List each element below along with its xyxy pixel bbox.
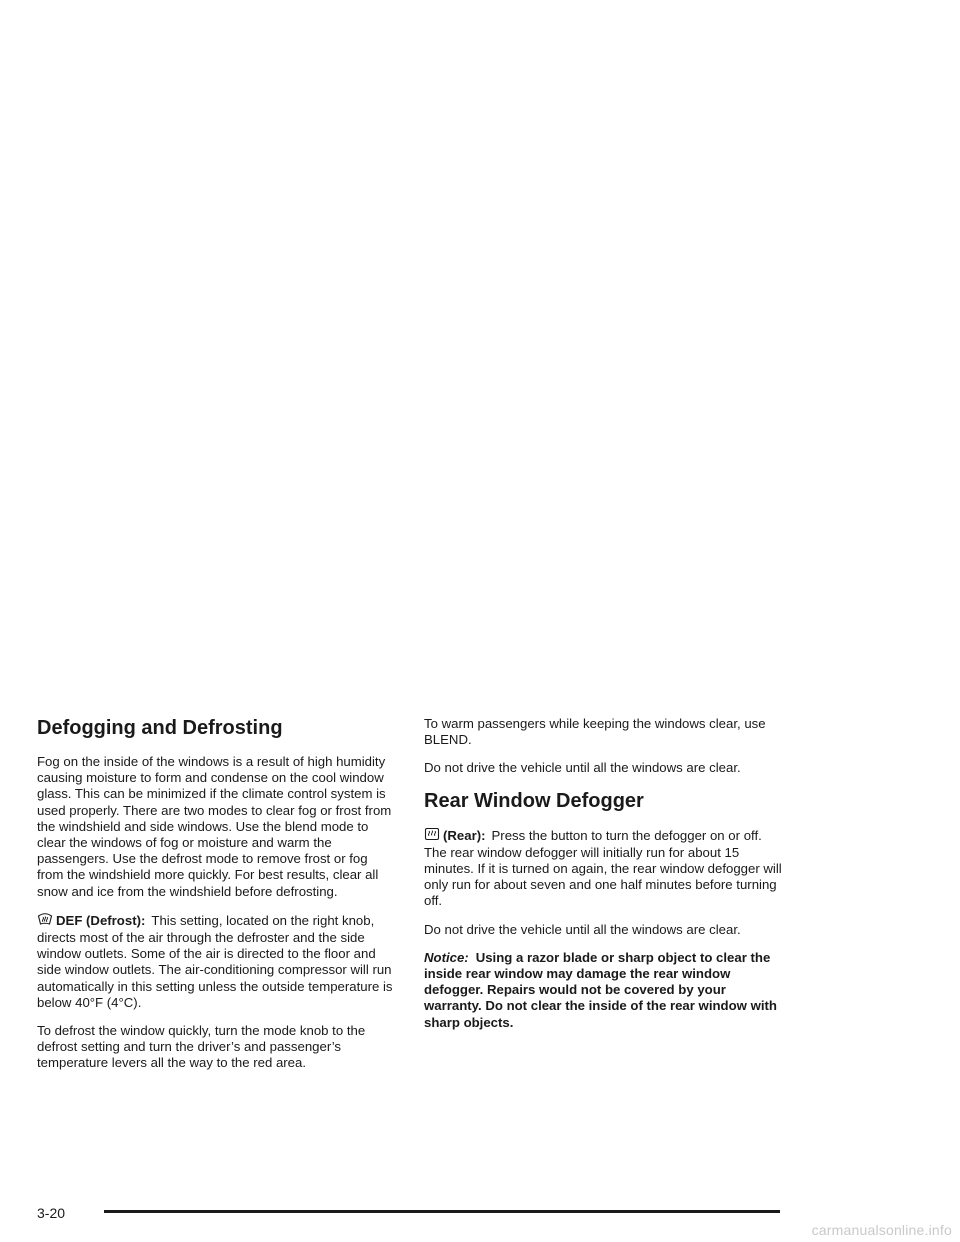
right-column: [424, 716, 786, 1043]
intro-paragraph: Fog on the inside of the windows is a result of high humidity causing moisture to form and condense on the cool window glass. This can be minimized if the climate control system is used properly. There are two modes to clear fog or frost from the windshield and side windows. Use the blend mode to clear the windows of fog or moisture and warm the passengers. Use the defrost mode to remove frost or fog from the windshield more quickly. For best results, clear all snow and ice from the windshield before defrosting.: [37, 754, 392, 899]
rear-defrost-icon: [424, 827, 440, 845]
drive-paragraph-1: Do not drive the vehicle until all the windows are clear.: [424, 760, 741, 776]
notice-paragraph: [424, 950, 786, 1031]
rear-label: (Rear):: [443, 827, 486, 843]
rear-defogger-paragraph: [424, 827, 786, 910]
defrost-label: DEF (Defrost):: [56, 912, 146, 928]
footer-rule: [104, 1210, 780, 1213]
rear-text: Press the button to turn the defogger on or off. The rear window defogger will initially run for about 15 minutes. If it is turned on again, the rear window defogger will only run for about seven and one half minutes before turning off.: [424, 827, 782, 909]
quick-defrost-paragraph: To defrost the window quickly, turn the mode knob to the defrost setting and turn the driver’s and passenger’s temperature levers all the way to the red area.: [37, 1023, 366, 1071]
blend-paragraph: To warm passengers while keeping the windows clear, use BLEND.: [424, 716, 766, 748]
notice-label: Notice:: [424, 949, 469, 965]
section-heading-rear-defogger: Rear Window Defogger: [424, 789, 644, 812]
notice-text: Using a razor blade or sharp object to clear the inside rear window may damage the rear window defogger. Repairs would not be covered by your warranty. Do not clear the inside of the rear window with sharp objects.: [424, 949, 777, 1030]
watermark: carmanualsonline.info: [811, 1222, 952, 1238]
defrost-paragraph: [37, 912, 393, 1011]
defrost-text: This setting, located on the right knob, directs most of the air through the defroster and the side window outlets. Some of the air is directed to the floor and side window outlets. The air-conditioning compressor will run automatically in this setting unless the outside temperature is below 40°F (4°C).: [37, 912, 393, 1010]
front-defrost-icon: [37, 912, 53, 930]
left-column: [37, 716, 393, 1084]
drive-paragraph-2: Do not drive the vehicle until all the windows are clear.: [424, 921, 741, 937]
page-number: 3-20: [37, 1205, 66, 1221]
section-heading-defogging: Defogging and Defrosting: [37, 717, 283, 739]
